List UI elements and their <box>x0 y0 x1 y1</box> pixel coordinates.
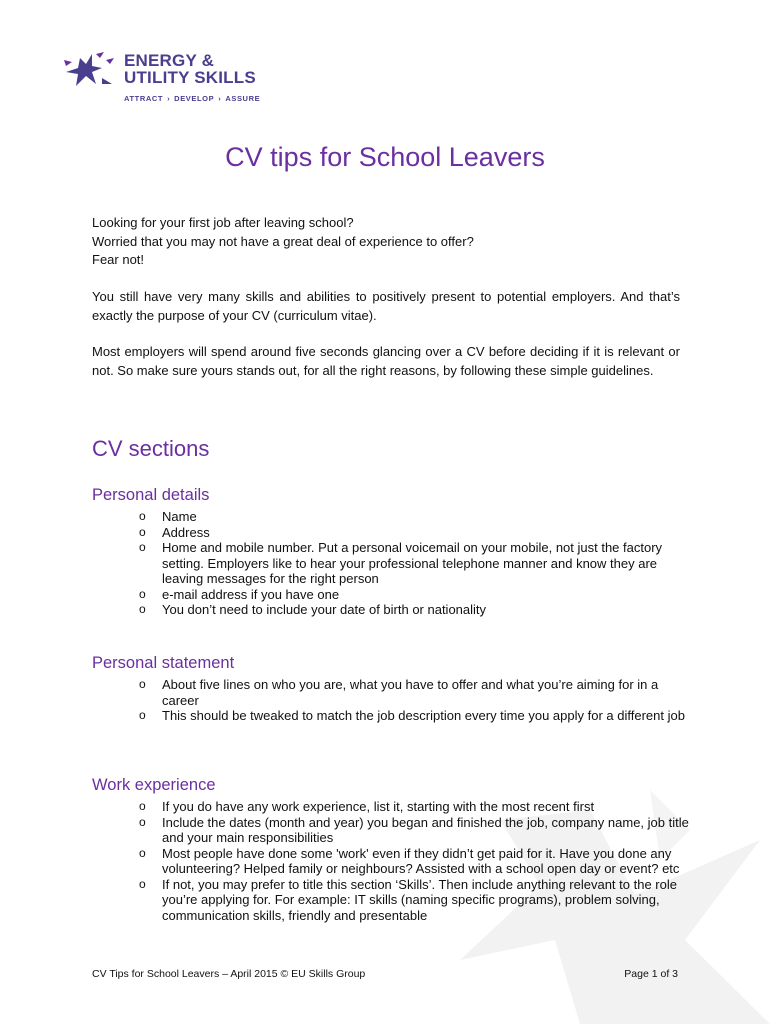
list-item-text: Name <box>162 509 197 524</box>
personal-statement-heading: Personal statement <box>92 654 235 672</box>
intro-line: Worried that you may not have a great deal of experience to offer? <box>92 233 474 249</box>
intro-paragraph-3 <box>92 343 680 380</box>
list-item <box>136 540 696 587</box>
list-item <box>136 525 696 541</box>
bullet-marker: o <box>139 799 146 813</box>
list-item <box>136 799 696 815</box>
company-logo <box>62 48 282 108</box>
list-item-text: If not, you may prefer to title this section ‘Skills’. Then include anything relevant to the role you’re applying for. For example: IT skills (naming specific programs), problem solving, communication skills, friendly and presentable <box>162 876 677 923</box>
list-item <box>136 815 696 846</box>
paragraph-text: You still have very many skills and abilities to positively present to potential employers. And that’s exactly the purpose of your CV (curriculum vitae). <box>92 289 680 323</box>
personal-statement-list <box>136 677 696 724</box>
tagline-separator: › <box>167 94 171 103</box>
bullet-marker: o <box>139 524 146 539</box>
logo-tagline <box>124 94 260 103</box>
tagline-attract: ATTRACT <box>124 94 164 103</box>
list-item-text: e-mail address if you have one <box>162 586 340 602</box>
list-item <box>136 602 696 618</box>
tagline-develop: DEVELOP <box>174 94 215 103</box>
logo-name-line-2: UTILITY SKILLS <box>124 68 256 87</box>
tagline-separator: › <box>218 94 222 103</box>
list-item-text: Most people have done some 'work' even if they didn’t get paid for it. Have you done any volunteering? Helped family or neighbours? Assisted with a school open day or event? etc <box>162 845 680 876</box>
logo-name-line-1: ENERGY & <box>124 51 215 70</box>
bullet-marker: o <box>139 845 146 860</box>
intro-paragraph-2 <box>92 288 680 325</box>
document-title: CV tips for School Leavers <box>225 142 545 172</box>
bullet-marker: o <box>139 509 146 523</box>
list-item <box>136 587 696 603</box>
cv-sections-heading: CV sections <box>92 436 210 461</box>
intro-line: Fear not! <box>92 252 145 267</box>
list-item <box>136 708 696 724</box>
tagline-assure: ASSURE <box>225 94 261 103</box>
bullet-marker: o <box>139 814 146 829</box>
list-item-text: Include the dates (month and year) you began and finished the job, company name, job title and your main responsibilities <box>162 814 689 845</box>
bullet-marker: o <box>139 602 146 616</box>
footer-text: CV Tips for School Leavers – April 2015 © EU Skills Group <box>92 968 366 980</box>
list-item-text: Address <box>162 524 210 540</box>
bullet-marker: o <box>139 586 146 601</box>
list-item-text: If you do have any work experience, list it, starting with the most recent first <box>162 799 595 814</box>
list-item <box>136 677 696 708</box>
work-experience-heading: Work experience <box>92 776 216 794</box>
intro-line: Looking for your first job after leaving school? <box>92 215 354 230</box>
bullet-marker: o <box>139 540 146 554</box>
personal-details-heading: Personal details <box>92 486 210 504</box>
bullet-marker: o <box>139 677 146 691</box>
list-item <box>136 509 696 525</box>
energy-utility-skills-star-logo <box>62 50 118 92</box>
bullet-marker: o <box>139 708 146 722</box>
paragraph-text: Most employers will spend around five seconds glancing over a CV before deciding if it is relevant or not. So make sure yours stands out, for all the right reasons, by following these simple guidelines. <box>92 344 680 378</box>
personal-details-list <box>136 509 696 618</box>
bullet-marker: o <box>139 876 146 891</box>
list-item-text: Home and mobile number. Put a personal voicemail on your mobile, not just the factory setting. Employers like to hear your professional telephone manner and know they are leaving messages for the right person <box>162 540 663 586</box>
list-item-text: You don’t need to include your date of birth or nationality <box>162 602 487 617</box>
intro-lines <box>92 214 680 270</box>
logo-wordmark <box>124 52 256 86</box>
page-number: Page 1 of 3 <box>624 968 678 980</box>
work-experience-list <box>136 799 696 923</box>
list-item <box>136 877 696 924</box>
list-item <box>136 846 696 877</box>
list-item-text: About five lines on who you are, what you have to offer and what you’re aiming for in a career <box>162 677 659 708</box>
list-item-text: This should be tweaked to match the job description every time you apply for a different job <box>162 708 685 723</box>
